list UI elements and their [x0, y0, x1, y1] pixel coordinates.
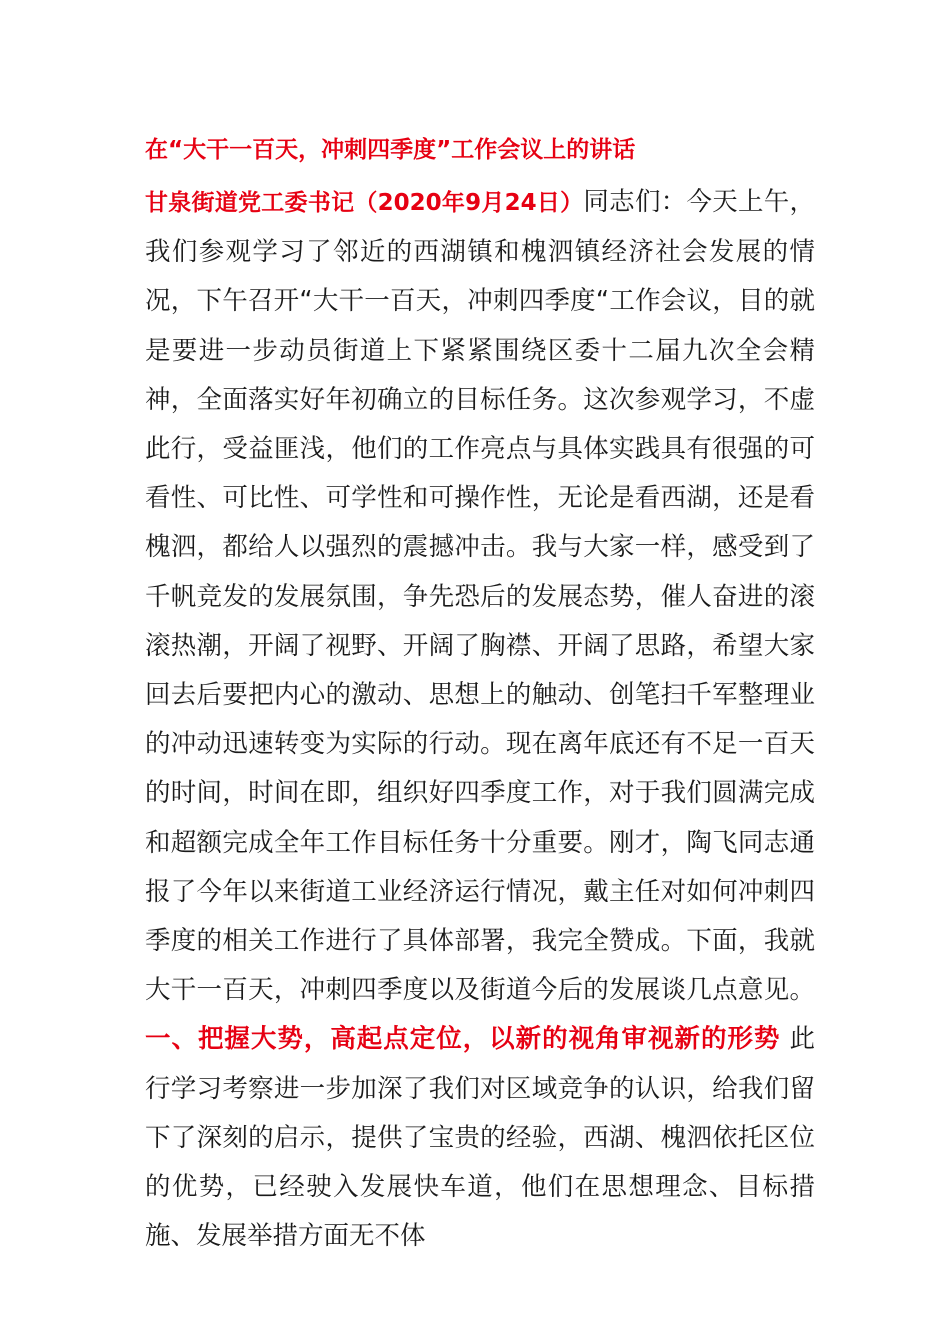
- paragraph-2: 此行学习考察进一步加深了我们对区域竞争的认识，给我们留下了深刻的启示，提供了宝贵的经验，西湖、槐泗依托区位的优势，已经驶入发展快车道，他们在思想理念、目标措施、发展举措方面无不体: [145, 1024, 815, 1252]
- document-subtitle: 甘泉街道党工委书记（2020年9月24日）: [145, 190, 584, 216]
- section-heading-1: 一、把握大势，高起点定位，以新的视角审视新的形势: [145, 1024, 781, 1055]
- document-title: 在“大干一百天，冲刺四季度”工作会议上的讲话: [145, 137, 636, 163]
- document-body: [145, 178, 815, 1261]
- paragraph-1: 同志们：今天上午，我们参观学习了邻近的西湖镇和槐泗镇经济社会发展的情况，下午召开“大干一百天，冲刺四季度“工作会议，目的就是要进一步动员街道上下紧紧围绕区委十二届九次全会精神，全面落实好年初确立的目标任务。这次参观学习，不虚此行，受益匪浅，他们的工作亮点与具体实践具有很强的可看性、可比性、可学性和可操作性，无论是看西湖，还是看槐泗，都给人以强烈的震撼冲击。我与大家一样，感受到了千帆竞发的发展氛围，争先恐后的发展态势，催人奋进的滚滚热潮，开阔了视野、开阔了胸襟、开阔了思路，希望大家回去后要把内心的激动、思想上的触动、创笔扫千军整理业的冲动迅速转变为实际的行动。现在离年底还有不足一百天的时间，时间在即，组织好四季度工作，对于我们圆满完成和超额完成全年工作目标任务十分重要。刚才，陶飞同志通报了今年以来街道工业经济运行情况，戴主任对如何冲刺四季度的相关工作进行了具体部署，我完全赞成。下面，我就大干一百天，冲刺四季度以及街道今后的发展谈几点意见。: [145, 187, 815, 1006]
